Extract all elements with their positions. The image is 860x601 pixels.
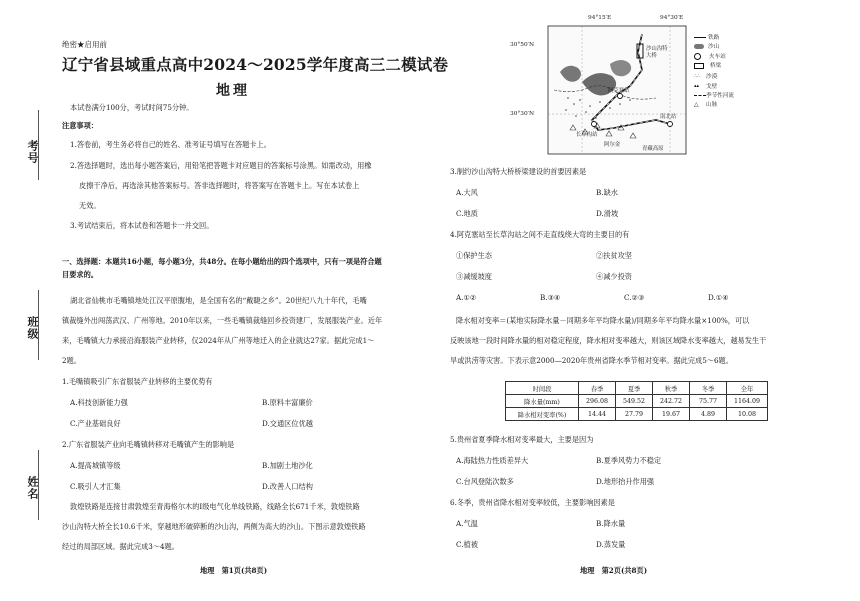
railway-map [510, 12, 740, 162]
station-icon [694, 53, 701, 60]
divider [38, 110, 39, 180]
mountain-icon: △ [694, 100, 699, 108]
table-header: 夏季 [616, 382, 653, 395]
table-cell: 4.89 [690, 408, 727, 421]
q4-stem: 4.阿克塞站至长草沟站之间不走直线绕大弯的主要目的有 [450, 230, 630, 239]
exam-info: 本试卷满分100分，考试时间75分钟。 [70, 103, 194, 112]
exam-title: 辽宁省县域重点高中2024～2025学年度高三二模试卷 [62, 55, 449, 74]
table-header: 冬季 [690, 382, 727, 395]
q4-option-d: D.①④ [708, 293, 729, 302]
table-cell: 降水量(mm) [506, 395, 579, 408]
legend-seasonal-river: 季节性河流 [694, 93, 738, 100]
legend-sand: ∴∴ 沙漠 [694, 72, 718, 80]
table-cell: 19.67 [653, 408, 690, 421]
precipitation-table [505, 381, 768, 421]
q6-option-d: D.蒸发量 [596, 540, 626, 549]
q2-option-c: C.吸引人才汇集 [70, 482, 121, 491]
lat-label-bottom: 30°30′N [510, 111, 535, 117]
q2-option-a: A.提高城镇等级 [70, 461, 121, 470]
table-header: 春季 [579, 382, 616, 395]
table-cell: 27.79 [616, 408, 653, 421]
passage1-line3: 来，毛嘴镇大力承接沿海服装产业转移，仅2024年从广州等地迁入的企业就达27家。据此完成1～ [62, 336, 375, 345]
q6-stem: 6.冬季，贵州省降水相对变率较低，主要影响因素是 [450, 498, 615, 507]
q4-option-a: A.①② [456, 293, 477, 302]
q1-option-a: A.科技创新能力强 [70, 398, 128, 407]
nanzhan-label: 南北站 [660, 114, 677, 120]
q2-stem: 2.广东省服装产业向毛嘴镇转移对毛嘴镇产生的影响是 [62, 440, 235, 449]
note-1: 1.答卷前，考生务必将自己的姓名、准考证号填写在答题卡上。 [70, 140, 271, 149]
passage3-line2: 反映该地一段时间降水量的相对稳定程度，降水相对变率越大，则该区域降水变率越大，越易发生干 [450, 336, 767, 345]
q2-option-b: B.加剧土地沙化 [262, 461, 313, 470]
legend-gobi: ▴▴ 戈壁 [694, 83, 718, 91]
section1-heading-cont: 目要求的。 [62, 270, 98, 279]
footer-page-1: 地理 第1页(共8页) [200, 566, 268, 575]
station-akese [618, 94, 623, 99]
q6-option-c: C.植被 [456, 540, 478, 549]
footer-page-2: 地理 第2页(共8页) [580, 566, 648, 575]
q1-option-b: B.原料丰富廉价 [262, 398, 313, 407]
passage1-line2: 镇裁缝外出闯荡武汉、广州等地。2010年以来，一些毛嘴镇裁缝回乡投资建厂，发展服装产业。近年 [62, 316, 383, 325]
legend-mountain: △ 山脉 [694, 100, 718, 109]
passage2-line1: 敦煌铁路是连接甘肃敦煌至青海格尔木的Ⅰ级电气化单线铁路，线路全长671千米，敦煌铁路 [70, 502, 360, 511]
table-cell: 549.52 [616, 395, 653, 408]
station-changcao [592, 122, 597, 127]
q5-stem: 5.贵州省夏季降水相对变率最大，主要是因为 [450, 435, 594, 444]
table-cell: 75.77 [690, 395, 727, 408]
secret-mark: 绝密★启用前 [62, 40, 107, 49]
q4-item-1: ①保护生态 [456, 251, 492, 260]
q6-option-a: A.气温 [456, 519, 478, 528]
lon-label-left: 94°15′E [588, 15, 612, 21]
q5-option-d: D.地形抬升作用强 [596, 477, 655, 486]
q4-item-3: ③减缓坡度 [456, 272, 492, 281]
table-header: 全年 [727, 382, 768, 395]
aerjin-label: 阿尔金 [604, 142, 621, 148]
q1-option-c: C.产业基础良好 [70, 419, 121, 428]
q4-option-c: C.②③ [624, 293, 645, 302]
table-row [506, 408, 768, 421]
table-cell: 14.44 [579, 408, 616, 421]
q4-option-b: B.③④ [540, 293, 561, 302]
sand-icon: ∴∴ [694, 72, 701, 79]
q3-option-c: C.地质 [456, 209, 478, 218]
q3-option-a: A.大风 [456, 188, 478, 197]
changcao-label: 长草沟站 [576, 132, 598, 138]
table-cell: 1164.09 [727, 395, 768, 408]
table-row [506, 395, 768, 408]
seasonal-river-icon [694, 95, 706, 96]
side-label-name: 姓名 [26, 476, 39, 500]
divider [38, 290, 39, 360]
table-cell: 降水相对变率(%) [506, 408, 579, 421]
note-3: 3.考试结束后，将本试卷和答题卡一并交回。 [70, 221, 214, 230]
akese-label: 阿克塞站 [608, 88, 630, 94]
divider [38, 450, 39, 520]
passage1-line4: 2题。 [62, 356, 81, 365]
side-label-class: 班级 [26, 316, 39, 340]
bridge-label: 沙山沟特大桥 [646, 46, 668, 59]
q5-option-a: A.海陆热力性质差异大 [456, 456, 529, 465]
q3-option-b: B.缺水 [596, 188, 618, 197]
table-cell: 10.08 [727, 408, 768, 421]
table-header: 时间段 [506, 382, 579, 395]
side-label-exam-no: 考号 [26, 140, 39, 164]
bridge-icon [694, 63, 704, 69]
notes-heading: 注意事项： [62, 121, 98, 130]
lon-label-right: 94°30′E [660, 15, 684, 21]
note-2-cont: 皮擦干净后，再选涂其他答案标号。答非选择题时，将答案写在答题卡上。写在本试卷上 [79, 181, 360, 190]
q1-option-d: D.交通区位优越 [262, 419, 313, 428]
sand-mountain-icon [694, 44, 704, 49]
subject-title: 地理 [216, 83, 250, 99]
legend-railway: 铁路 [694, 34, 738, 43]
table-header-row [506, 382, 768, 395]
map-legend [694, 34, 738, 110]
passage3-line3: 旱或洪涝等灾害。下表示意2000—2020年贵州省降水季节相对变率。据此完成5～6题。 [450, 356, 733, 365]
q5-option-b: B.夏季风势力不稳定 [596, 456, 662, 465]
gobi-icon: ▴▴ [694, 83, 700, 90]
q4-item-4: ④减少投资 [596, 272, 632, 281]
q3-option-d: D.滑坡 [596, 209, 619, 218]
passage2-line3: 经过的局部区域。据此完成3～4题。 [62, 542, 179, 551]
q3-stem: 3.制约沙山沟特大桥桥梁建设的首要因素是 [450, 167, 587, 176]
table-cell: 242.72 [653, 395, 690, 408]
section1-heading: 一、选择题：本题共16小题，每小题3分，共48分。在每小题给出的四个选项中，只有一项是符合题 [62, 257, 382, 266]
lat-label-top: 30°50′N [510, 42, 535, 48]
legend-station: 火车站 [694, 53, 738, 62]
legend-sand-mountain: 沙山 [694, 43, 738, 52]
passage2-line2: 沙山沟特大桥全长10.6千米，穿越地形破碎断的沙山沟，两侧为高大的沙山。下图示意敦煌铁路 [62, 522, 366, 531]
table-header: 秋季 [653, 382, 690, 395]
q4-item-2: ②扶贫攻坚 [596, 251, 632, 260]
note-2-end: 无效。 [79, 201, 101, 210]
passage1-line1: 湖北省仙桃市毛嘴镇地处江汉平原腹地，是全国有名的“戴睫之乡”。20世纪八九十年代，毛嘴 [70, 296, 367, 305]
passage3-line1: 降水相对变率＝(某地实际降水量－同期多年平均降水量)/同期多年平均降水量×100%，可以 [456, 316, 750, 325]
q2-option-d: D.改善人口结构 [262, 482, 313, 491]
q1-stem: 1.毛嘴镇吸引广东省服装产业转移的主要优势有 [62, 377, 213, 386]
table-cell: 296.08 [579, 395, 616, 408]
qingzang-label: 青藏高原 [642, 146, 664, 152]
q6-option-b: B.降水量 [596, 519, 626, 528]
note-2: 2.答选择题时，选出每小题答案后，用铅笔把答题卡对应题目的答案标号涂黑。如需改动，用橡 [70, 161, 372, 170]
q5-option-c: C.台风登陆次数多 [456, 477, 514, 486]
railway-icon [694, 37, 706, 38]
station-nanzhan [668, 122, 673, 127]
legend-bridge: 桥梁 [694, 62, 738, 71]
